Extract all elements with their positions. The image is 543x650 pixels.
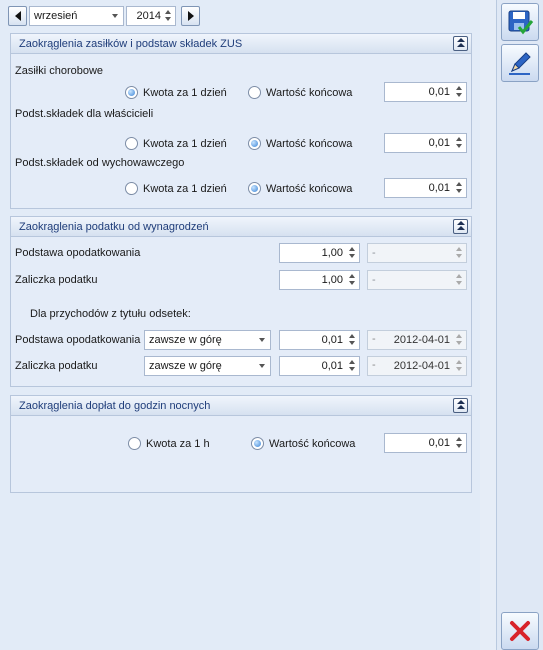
stepper-value: 0,01 bbox=[321, 334, 343, 346]
sick-value-stepper[interactable] bbox=[384, 82, 467, 102]
radio-empty-icon bbox=[125, 182, 138, 195]
interest-advance-label: Zaliczka podatku bbox=[15, 360, 98, 372]
next-month-button[interactable] bbox=[181, 6, 200, 26]
stepper-value: 0,01 bbox=[428, 86, 450, 98]
year-value: 2014 bbox=[136, 10, 161, 22]
section-title: Zaokrąglenia zasiłków i podstaw składek ZUS bbox=[19, 37, 243, 50]
section-header bbox=[11, 396, 471, 416]
owners-final-radio[interactable] bbox=[248, 137, 352, 150]
stepper-value: 0,01 bbox=[428, 137, 450, 149]
radio-label: Kwota za 1 dzień bbox=[143, 182, 227, 195]
interest-base-label: Podstawa opodatkowania bbox=[15, 334, 141, 346]
stepper-arrows-icon[interactable] bbox=[455, 182, 463, 194]
sick-final-radio[interactable] bbox=[248, 86, 352, 99]
radio-selected-icon bbox=[251, 437, 264, 450]
owners-value-stepper[interactable] bbox=[384, 133, 467, 153]
night-hourly-radio[interactable] bbox=[128, 437, 210, 450]
close-x-icon bbox=[507, 618, 533, 644]
radio-label: Wartość końcowa bbox=[266, 137, 353, 150]
tax-advance-stepper[interactable] bbox=[279, 270, 360, 290]
stepper-arrows-icon bbox=[455, 274, 463, 286]
collapse-icon[interactable] bbox=[453, 219, 468, 234]
section-header bbox=[11, 34, 471, 54]
stepper-value: 0,01 bbox=[428, 437, 450, 449]
chevron-down-icon bbox=[112, 14, 118, 18]
radio-label: Wartość końcowa bbox=[269, 437, 356, 450]
stepper-arrows-icon bbox=[455, 247, 463, 259]
tax-base-date bbox=[367, 243, 467, 263]
stepper-arrows-icon[interactable] bbox=[348, 334, 356, 346]
sick-daily-radio[interactable] bbox=[125, 86, 227, 99]
date-value: - bbox=[372, 274, 376, 286]
select-value: zawsze w górę bbox=[149, 360, 222, 372]
childcare-daily-radio[interactable] bbox=[125, 182, 227, 195]
stepper-arrows-icon[interactable] bbox=[164, 10, 172, 22]
stepper-arrows-icon[interactable] bbox=[455, 334, 463, 346]
childcare-base-label: Podst.składek od wychowawczego bbox=[15, 157, 185, 169]
splitter bbox=[480, 0, 496, 650]
tax-base-label: Podstawa opodatkowania bbox=[15, 247, 141, 259]
section-title: Zaokrąglenia podatku od wynagrodzeń bbox=[19, 220, 209, 233]
stepper-arrows-icon[interactable] bbox=[455, 137, 463, 149]
stepper-value: 0,01 bbox=[321, 360, 343, 372]
select-value: zawsze w górę bbox=[149, 334, 222, 346]
stepper-arrows-icon[interactable] bbox=[348, 360, 356, 372]
save-button[interactable] bbox=[501, 3, 539, 41]
stepper-arrows-icon[interactable] bbox=[455, 86, 463, 98]
stepper-arrows-icon[interactable] bbox=[348, 247, 356, 259]
radio-label: Wartość końcowa bbox=[266, 86, 353, 99]
year-stepper[interactable] bbox=[126, 6, 176, 26]
dash-icon: - bbox=[372, 333, 376, 345]
childcare-final-radio[interactable] bbox=[248, 182, 352, 195]
action-sidebar bbox=[496, 0, 543, 650]
radio-empty-icon bbox=[125, 137, 138, 150]
radio-selected-icon bbox=[248, 182, 261, 195]
owners-daily-radio[interactable] bbox=[125, 137, 227, 150]
interest-base-stepper[interactable] bbox=[279, 330, 360, 350]
interest-heading: Dla przychodów z tytułu odsetek: bbox=[30, 308, 191, 320]
owners-base-label: Podst.składek dla właścicieli bbox=[15, 108, 154, 120]
collapse-icon[interactable] bbox=[453, 398, 468, 413]
close-button[interactable] bbox=[501, 612, 539, 650]
interest-advance-date[interactable] bbox=[367, 356, 467, 376]
stepper-arrows-icon[interactable] bbox=[455, 360, 463, 372]
stepper-value: 1,00 bbox=[321, 247, 343, 259]
date-value: - bbox=[372, 247, 376, 259]
tax-advance-date bbox=[367, 270, 467, 290]
tax-advance-label: Zaliczka podatku bbox=[15, 274, 98, 286]
collapse-icon[interactable] bbox=[453, 36, 468, 51]
edit-pencil-icon bbox=[506, 49, 534, 77]
month-value: wrzesień bbox=[34, 10, 78, 22]
radio-empty-icon bbox=[128, 437, 141, 450]
triangle-left-icon bbox=[15, 11, 21, 21]
dash-icon: - bbox=[372, 359, 376, 371]
date-value: 2012-04-01 bbox=[393, 334, 450, 346]
interest-advance-stepper[interactable] bbox=[279, 356, 360, 376]
date-value: 2012-04-01 bbox=[393, 360, 450, 372]
section-header bbox=[11, 217, 471, 237]
radio-label: Wartość końcowa bbox=[266, 182, 353, 195]
sick-benefit-label: Zasiłki chorobowe bbox=[15, 65, 104, 77]
edit-button[interactable] bbox=[501, 44, 539, 82]
save-disk-icon bbox=[506, 8, 534, 36]
month-select[interactable] bbox=[29, 6, 124, 26]
interest-base-mode-select[interactable] bbox=[144, 330, 271, 350]
radio-empty-icon bbox=[248, 86, 261, 99]
radio-selected-icon bbox=[248, 137, 261, 150]
stepper-value: 0,01 bbox=[428, 182, 450, 194]
stepper-arrows-icon[interactable] bbox=[348, 274, 356, 286]
stepper-arrows-icon[interactable] bbox=[455, 437, 463, 449]
stepper-value: 1,00 bbox=[321, 274, 343, 286]
triangle-right-icon bbox=[188, 11, 194, 21]
prev-month-button[interactable] bbox=[8, 6, 27, 26]
childcare-value-stepper[interactable] bbox=[384, 178, 467, 198]
chevron-down-icon bbox=[259, 364, 265, 368]
radio-label: Kwota za 1 h bbox=[146, 437, 210, 450]
tax-base-stepper[interactable] bbox=[279, 243, 360, 263]
chevron-down-icon bbox=[259, 338, 265, 342]
night-value-stepper[interactable] bbox=[384, 433, 467, 453]
radio-selected-icon bbox=[125, 86, 138, 99]
night-final-radio[interactable] bbox=[251, 437, 355, 450]
radio-label: Kwota za 1 dzień bbox=[143, 86, 227, 99]
interest-advance-mode-select[interactable] bbox=[144, 356, 271, 376]
interest-base-date[interactable] bbox=[367, 330, 467, 350]
section-title: Zaokrąglenia dopłat do godzin nocnych bbox=[19, 399, 211, 412]
radio-label: Kwota za 1 dzień bbox=[143, 137, 227, 150]
